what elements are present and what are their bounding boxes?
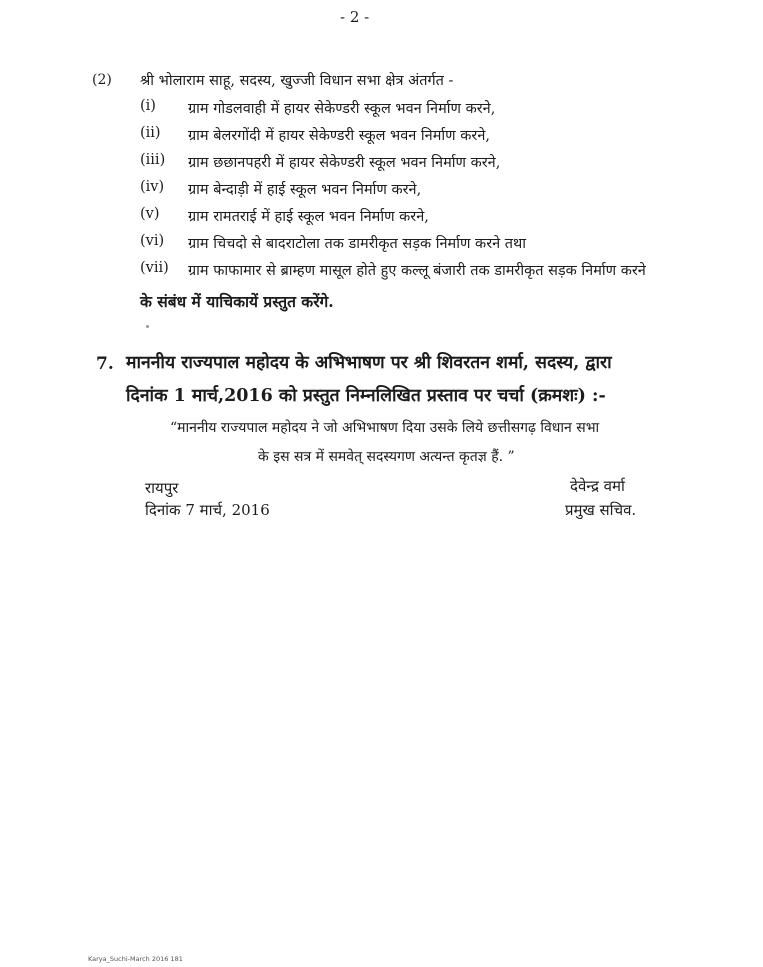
signatory-title: प्रमुख सचिव. (565, 501, 637, 519)
list-item-text: ग्राम छछानपहरी में हायर सेकेण्डरी स्कूल भवन निर्माण करने, (188, 155, 501, 171)
item-number: (2) (92, 72, 112, 88)
list-item-number: (vii) (140, 260, 169, 276)
section-number: 7. (96, 354, 114, 374)
motion-quote-line1: “माननीय राज्यपाल महोदय ने जो अभिभाषण दिया उसके लिये छत्तीसगढ़ विधान सभा (170, 420, 600, 436)
signatory-name: देवेन्द्र वर्मा (570, 477, 625, 495)
item-closing: के संबंध में याचिकायें प्रस्तुत करेंगे. (140, 292, 334, 311)
signature-place: रायपुर (145, 479, 179, 497)
section-heading-line2: दिनांक 1 मार्च,2016 को प्रस्तुत निम्नलिखित प्रस्ताव पर चर्चा (क्रमशः) :- (126, 386, 606, 406)
list-item-number: (i) (140, 98, 156, 114)
item-title: श्री भोलाराम साहू, सदस्य, खुज्जी विधान सभा क्षेत्र अंतर्गत - (140, 73, 454, 89)
list-item-number: (v) (140, 206, 160, 222)
list-item-number: (vi) (140, 233, 165, 249)
list-item-number: (iv) (140, 179, 165, 195)
list-item-text: ग्राम गोडलवाही में हायर सेकेण्डरी स्कूल भवन निर्माण करने, (188, 101, 496, 117)
scan-speck (146, 325, 149, 328)
list-item-text: ग्राम बेलरगोंदी में हायर सेकेण्डरी स्कूल भवन निर्माण करने, (188, 128, 490, 144)
list-item-number: (ii) (140, 125, 161, 141)
list-item-text: ग्राम बेन्दाड़ी में हाई स्कूल भवन निर्माण करने, (188, 182, 422, 198)
signature-date: दिनांक 7 मार्च, 2016 (145, 501, 270, 519)
document-footer: Karya_Suchi-March 2016 181 (88, 955, 183, 963)
page-number: - 2 - (340, 8, 370, 26)
list-item-text: ग्राम रामतराई में हाई स्कूल भवन निर्माण करने, (188, 209, 429, 225)
list-item-number: (iii) (140, 152, 166, 168)
motion-quote-line2: के इस सत्र में समवेत् सदस्यगण अत्यन्त कृतज्ञ हैं. ” (258, 449, 515, 465)
list-item-text: ग्राम चिचदो से बादराटोला तक डामरीकृत सड़क निर्माण करने तथा (188, 236, 527, 252)
list-item-text: ग्राम फाफामार से ब्राम्हण मासूल होते हुए कल्लू बंजारी तक डामरीकृत सड़क निर्माण करने (188, 263, 646, 279)
section-heading-line1: माननीय राज्यपाल महोदय के अभिभाषण पर श्री शिवरतन शर्मा, सदस्य, द्वारा (126, 353, 612, 373)
